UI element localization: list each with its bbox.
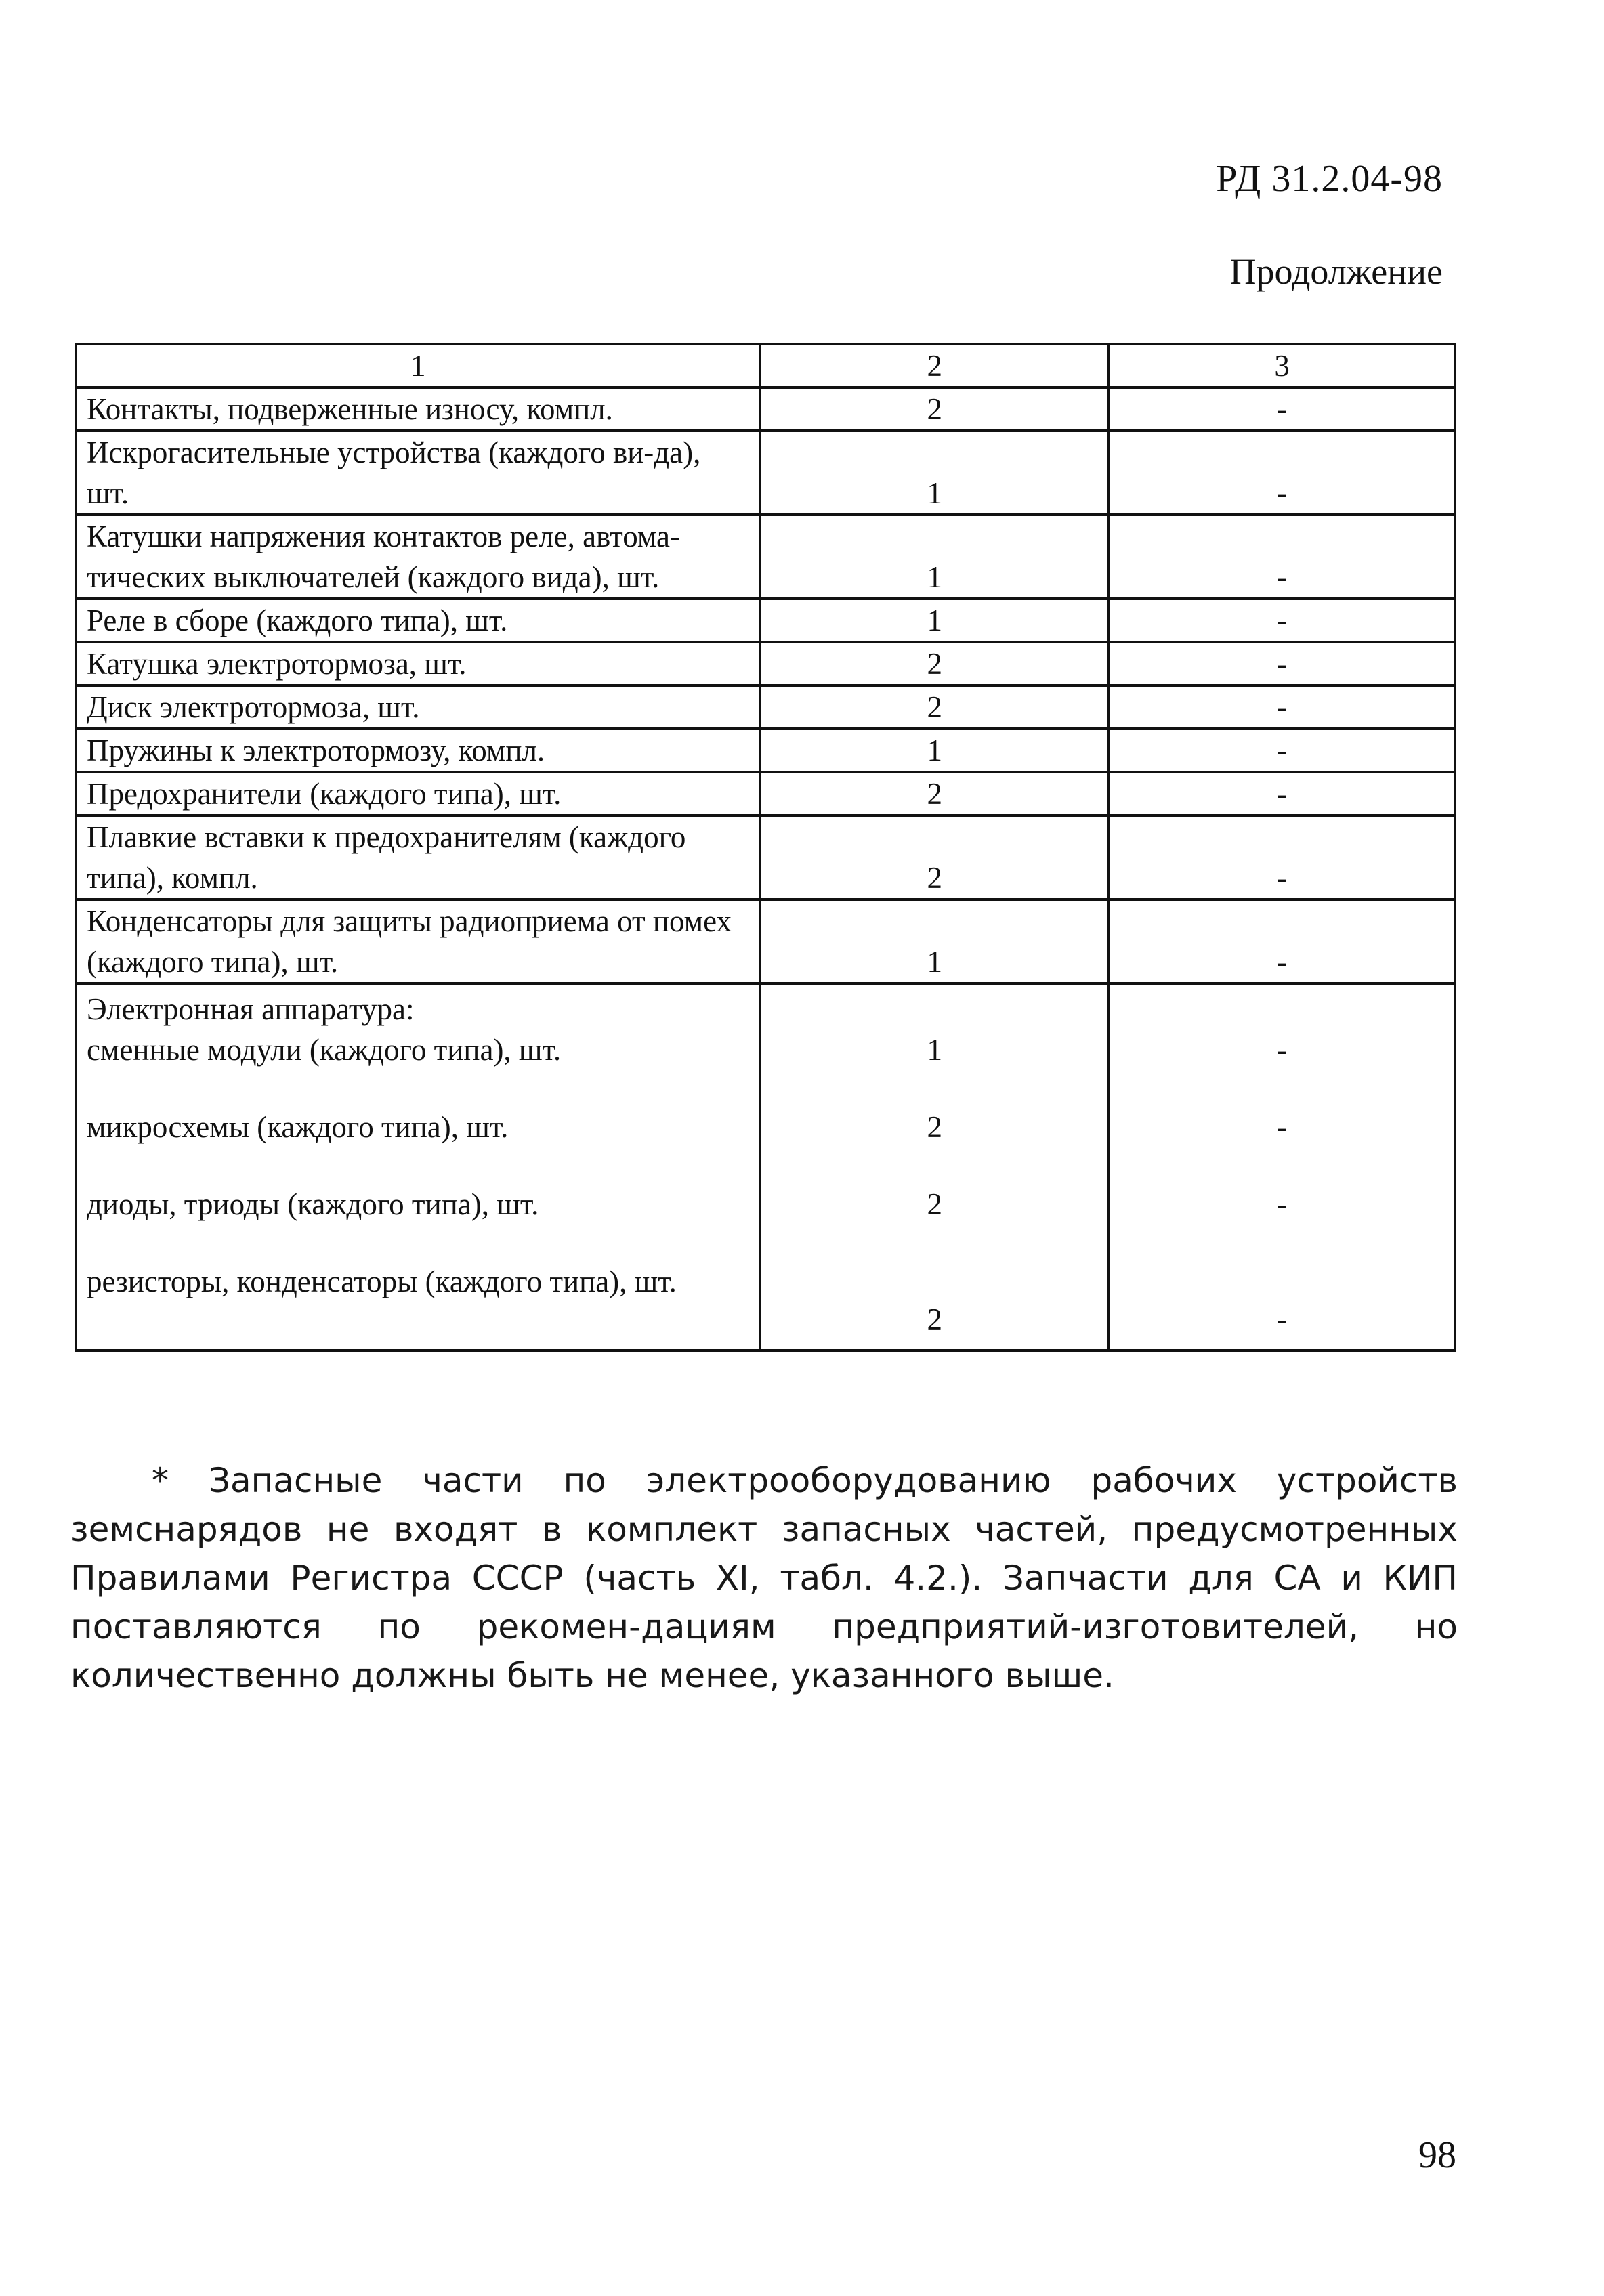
electronics-item-col3: -	[1277, 1302, 1288, 1336]
spare-parts-table	[75, 343, 1456, 1352]
electronics-item-quantity: 2	[927, 1110, 943, 1144]
item-quantity: 1	[760, 515, 1109, 599]
table-row	[76, 899, 1455, 983]
item-quantity: 2	[760, 387, 1109, 431]
item-name: Искрогасительные устройства (каждого ви-да), шт.	[76, 431, 760, 515]
column-header: 2	[760, 344, 1109, 387]
table-row-electronics	[76, 983, 1455, 1351]
item-name: Плавкие вставки к предохранителям (каждого типа), компл.	[76, 815, 760, 899]
electronics-item-name: диоды, триоды (каждого типа), шт.	[87, 1187, 539, 1221]
electronics-item-quantity: 2	[927, 1187, 943, 1221]
item-name: Диск электротормоза, шт.	[76, 685, 760, 729]
item-name: Пружины к электротормозу, компл.	[76, 729, 760, 772]
item-col3: -	[1109, 387, 1455, 431]
continuation-label: Продолжение	[1229, 251, 1443, 292]
item-name: Конденсаторы для защиты радиоприема от помех (каждого типа), шт.	[76, 899, 760, 983]
item-col3: -	[1109, 599, 1455, 642]
table-row	[76, 642, 1455, 685]
electronics-item-col3: -	[1277, 1110, 1288, 1144]
electronics-quantities	[760, 983, 1109, 1351]
table-row	[76, 729, 1455, 772]
electronics-item-col3: -	[1277, 1033, 1288, 1067]
electronics-items	[76, 983, 760, 1351]
item-quantity: 1	[760, 431, 1109, 515]
footnote-text: * Запасные части по электрооборудованию рабочих устройств земснарядов не входят в комплект запасных частей, предусмотренных Правилами Регистра СССР (часть XI, табл. 4.2.). Запчасти для СА и КИП поставляются по рекомен-дациям предприятий-изготовителей, но количественно должны быть не менее, указанного выше.	[70, 1461, 1458, 1695]
item-col3: -	[1109, 729, 1455, 772]
item-col3: -	[1109, 431, 1455, 515]
table-row	[76, 599, 1455, 642]
item-name: Катушки напряжения контактов реле, автома-тических выключателей (каждого вида), шт.	[76, 515, 760, 599]
item-col3: -	[1109, 642, 1455, 685]
column-header: 1	[76, 344, 760, 387]
electronics-col3	[1109, 983, 1455, 1351]
electronics-item-name: микросхемы (каждого типа), шт.	[87, 1110, 509, 1144]
item-name: Катушка электротормоза, шт.	[76, 642, 760, 685]
document-code: РД 31.2.04-98	[1216, 158, 1443, 200]
table-row	[76, 772, 1455, 815]
table-row	[76, 815, 1455, 899]
item-col3: -	[1109, 685, 1455, 729]
electronics-item-quantity: 1	[927, 1033, 943, 1067]
item-quantity: 1	[760, 899, 1109, 983]
footnote	[70, 1456, 1458, 1700]
item-name: Контакты, подверженные износу, компл.	[76, 387, 760, 431]
table-row	[76, 431, 1455, 515]
table-row	[76, 515, 1455, 599]
item-col3: -	[1109, 899, 1455, 983]
item-name: Предохранители (каждого типа), шт.	[76, 772, 760, 815]
item-quantity: 2	[760, 685, 1109, 729]
page-number: 98	[1418, 2134, 1456, 2176]
electronics-heading: Электронная аппаратура:	[87, 992, 415, 1026]
electronics-item-quantity: 2	[927, 1302, 943, 1336]
table-row	[76, 387, 1455, 431]
item-col3: -	[1109, 815, 1455, 899]
item-quantity: 2	[760, 642, 1109, 685]
item-quantity: 1	[760, 599, 1109, 642]
item-col3: -	[1109, 772, 1455, 815]
item-quantity: 1	[760, 729, 1109, 772]
item-col3: -	[1109, 515, 1455, 599]
item-quantity: 2	[760, 815, 1109, 899]
column-header: 3	[1109, 344, 1455, 387]
electronics-item-name: сменные модули (каждого типа), шт.	[87, 1033, 562, 1067]
item-quantity: 2	[760, 772, 1109, 815]
table-header-row	[76, 344, 1455, 387]
table-row	[76, 685, 1455, 729]
electronics-item-col3: -	[1277, 1187, 1288, 1221]
item-name: Реле в сборе (каждого типа), шт.	[76, 599, 760, 642]
electronics-item-name: резисторы, конденсаторы (каждого типа), шт.	[87, 1264, 677, 1298]
